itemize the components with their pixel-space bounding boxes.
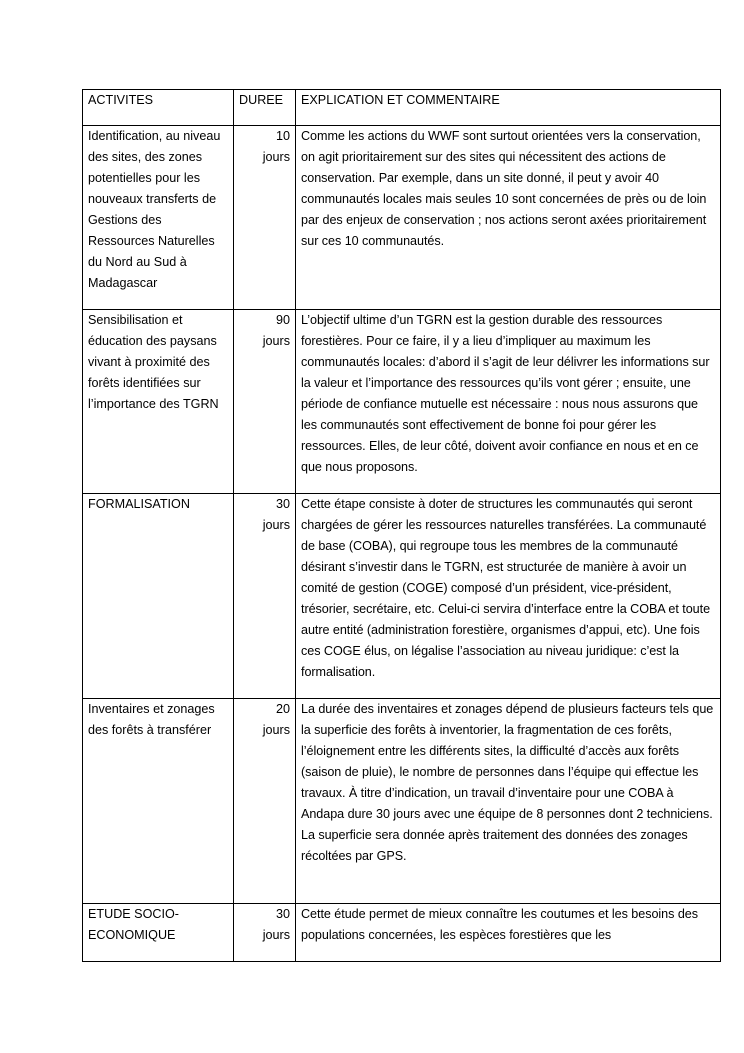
comment-cell [296,494,721,699]
comment-text: L’objectif ultime d’un TGRN est la gestion durable des ressources forestières. Pour ce faire, il y a lieu d’impliquer au maximum les communautés locales: d’abord il s’agit de leur délivrer les informations sur la valeur et l’importance des ressources qu’ils vont gérer ; ensuite, une période de confiance mutuelle est nécessaire : nous nous assurons que les communautés sont effectivement de bonne foi pour gérer les ressources. Elles, de leur côté, doivent avoir confiance en nous et en ce que nous proposons. [301,313,710,474]
table-row [83,310,721,494]
duration-value: 30 [275,907,290,921]
table-row [83,126,721,310]
duration-unit: jours [262,723,290,737]
duration-unit: jours [262,334,290,348]
duration-cell [234,494,296,699]
activity-cell: Identification, au niveau des sites, des zones potentielles pour les nouveaux transferts de Gestions des Ressources Naturelles du Nord au Sud à Madagascar [83,126,234,310]
comment-cell [296,699,721,904]
activities-table [82,89,721,962]
duration-value: 90 [275,313,290,327]
duration-cell [234,310,296,494]
comment-cell [296,126,721,310]
comment-cell [296,904,721,962]
activity-cell: ETUDE SOCIO-ECONOMIQUE [83,904,234,962]
table-row [83,904,721,962]
comment-text: Cette étape consiste à doter de structures les communautés qui seront chargées de gérer les ressources naturelles transférées. La communauté de base (COBA), qui regroupe tous les membres de la communauté désirant s’investir dans le TGRN, est structurée de manière à avoir un comité de gestion (COGE) composé d’un président, vice-président, trésorier, secrétaire, etc. Celui-ci servira d’interface entre la COBA et toute autre entité (administration forestière, organismes d’appui, etc). Une fois ces COGE élus, on légalise l’association au niveau juridique: c’est la formalisation. [301,497,711,679]
comment-text: Comme les actions du WWF sont surtout orientées vers la conservation, on agit prioritairement sur des sites qui nécessitent des actions de conservation. Par exemple, dans un site donné, il peut y avoir 40 communautés locales mais seules 10 sont concernées de près ou de loin par des enjeux de conservation ; nos actions seront axées prioritairement sur ces 10 communautés. [301,129,707,248]
activity-cell: Sensibilisation et éducation des paysans vivant à proximité des forêts identifiées sur l’importance des TGRN [83,310,234,494]
table-row [83,699,721,904]
duration-value: 10 [275,129,290,143]
header-activities: ACTIVITES [83,90,234,126]
table-row [83,494,721,699]
duration-value: 20 [275,702,290,716]
comment-text: Cette étude permet de mieux connaître les coutumes et les besoins des populations concernées, les espèces forestières que les [301,907,698,942]
header-duration: DUREE [234,90,296,126]
duration-cell [234,904,296,962]
comment-text: La durée des inventaires et zonages dépend de plusieurs facteurs tels que la superficie des forêts à inventorier, la fragmentation de ces forêts, l’éloignement entre les différents sites, la difficulté d’accès aux forêts (saison de pluie), le nombre de personnes dans l’équipe qui effectue les travaux. À titre d’indication, un travail d’inventaire pour une COBA à Andapa dure 30 jours avec une équipe de 8 personnes dont 2 techniciens. La superficie sera donnée après traitement des données des zonages récoltées par GPS. [301,702,714,863]
table-header-row [83,90,721,126]
duration-cell [234,699,296,904]
duration-unit: jours [262,150,290,164]
duration-unit: jours [262,518,290,532]
comment-cell [296,310,721,494]
activity-cell: FORMALISATION [83,494,234,699]
activity-cell: Inventaires et zonages des forêts à transférer [83,699,234,904]
duration-value: 30 [275,497,290,511]
duration-unit: jours [262,928,290,942]
header-comment: EXPLICATION ET COMMENTAIRE [296,90,721,126]
duration-cell [234,126,296,310]
